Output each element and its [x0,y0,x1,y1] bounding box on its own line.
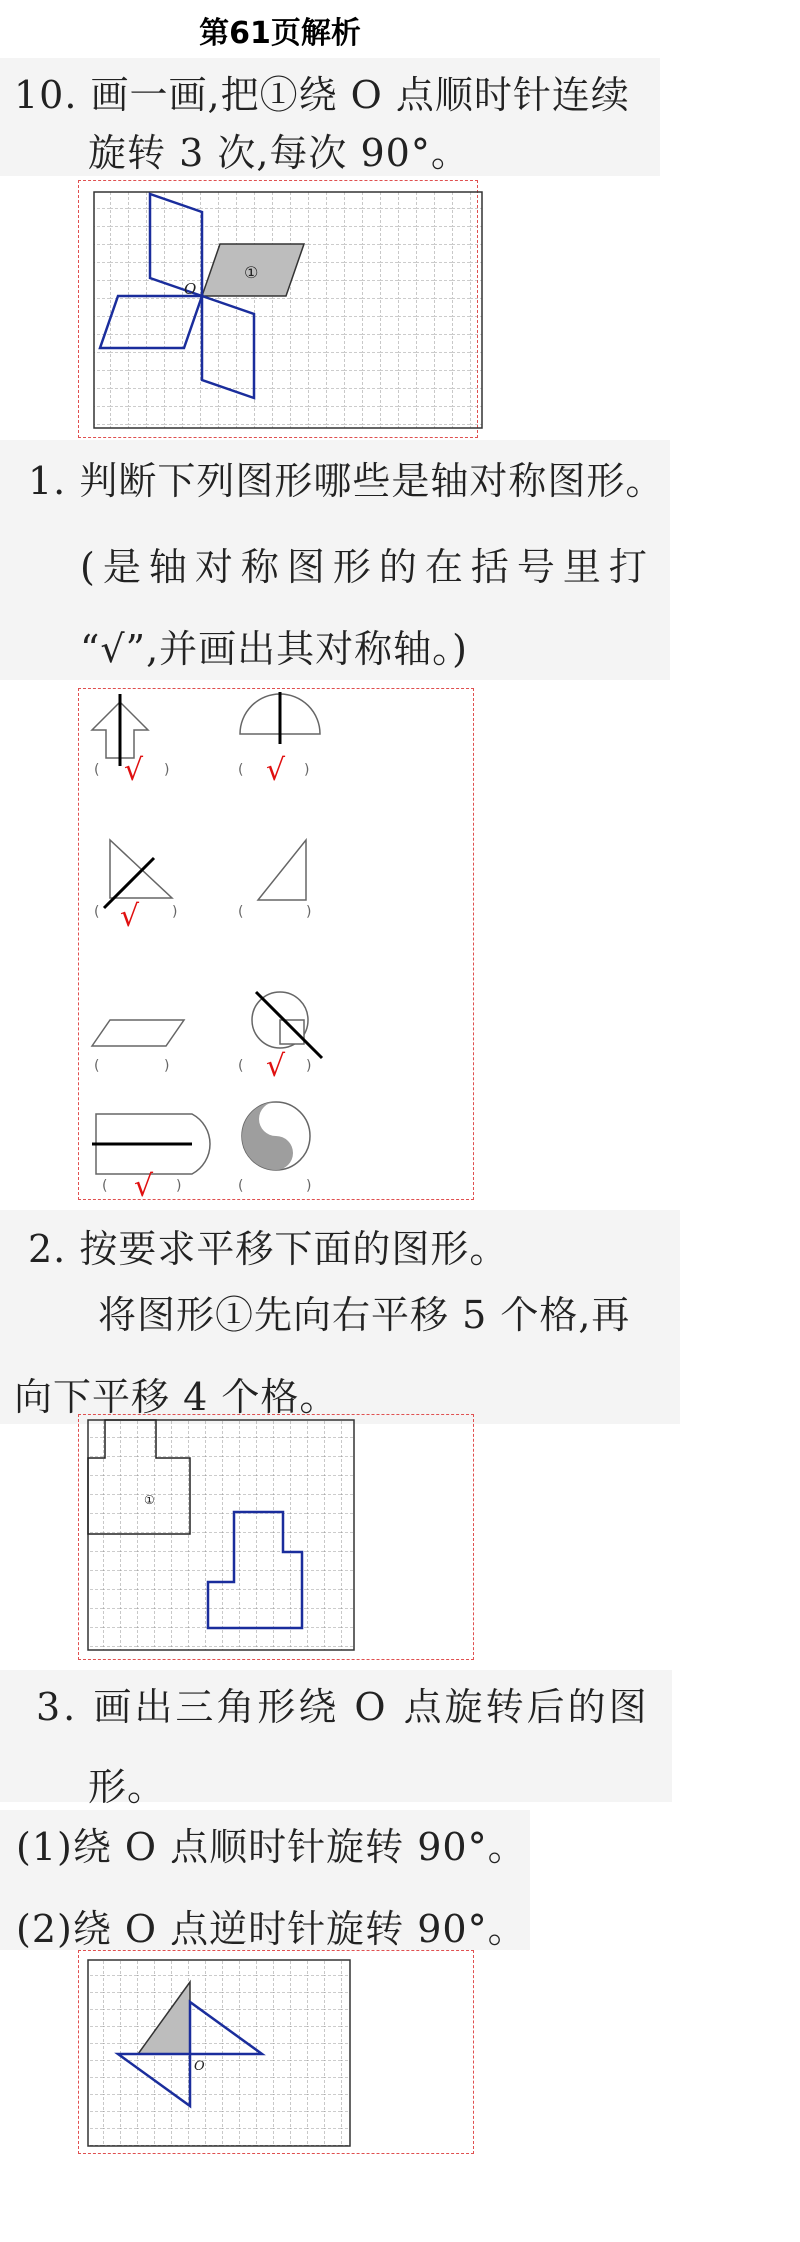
q10-shape-label: ① [244,263,259,282]
q1-line-2: (是轴对称图形的在括号里打 [80,545,655,589]
q1-paren-2: ( [238,762,244,778]
q1-answer-6: √ [266,1049,286,1084]
q1-circle-square-shape [252,992,322,1058]
q1-line-3: “√”,并画出其对称轴。) [80,627,468,671]
q1-paren-7: ( [102,1178,108,1194]
q1-shapes-panel [80,690,470,1204]
q2-shape-label: ① [144,1493,155,1507]
q3-sub-2: (2)绕 O 点逆时针旋转 90°。 [16,1907,527,1951]
q1-paren-2-close: ) [304,762,310,778]
q3-line-1: 3. 画出三角形绕 O 点旋转后的图 [36,1685,650,1729]
page-title: 第61页解析 [199,16,361,51]
q1-paren-3-close: ) [172,904,178,920]
q1-paren-5-close: ) [164,1058,170,1074]
q3-line-2: 形。 [88,1765,167,1809]
q1-paren-8: ( [238,1178,244,1194]
q1-right-triangle-shape [258,840,306,900]
q1-answer-3: √ [120,899,140,934]
q2-line-1: 2. 按要求平移下面的图形。 [28,1227,509,1271]
q3-point-o-label: O [194,2059,205,2074]
q2-line-2: 将图形①先向右平移 5 个格,再 [98,1293,631,1337]
q1-paren-7-close: ) [176,1178,182,1194]
q3-rotation-grid [86,1958,356,2148]
q2-line-3: 向下平移 4 个格。 [14,1375,339,1419]
q1-paren-4-close: ) [306,904,312,920]
q1-rectangle-cutout-shape [92,1114,210,1174]
q1-parallelogram-shape [92,1020,184,1046]
q2-translation-grid [86,1418,356,1654]
q10-rotation-grid [92,190,492,440]
q1-paren-1-close: ) [164,762,170,778]
q1-paren-8-close: ) [306,1178,312,1194]
q1-paren-6: ( [238,1058,244,1074]
q1-paren-5: ( [94,1058,100,1074]
q10-line-2: 旋转 3 次,每次 90°。 [88,131,470,175]
q1-answer-2: √ [266,753,286,788]
q1-answer-1: √ [124,753,144,788]
q10-point-o-label: O [184,280,197,298]
q1-answer-7: √ [134,1169,154,1204]
q1-paren-3: ( [94,904,100,920]
q1-paren-6-close: ) [306,1058,312,1074]
q1-line-1: 1. 判断下列图形哪些是轴对称图形。 [28,459,665,503]
q3-sub-1: (1)绕 O 点顺时针旋转 90°。 [16,1825,527,1869]
q1-paren-1: ( [94,762,100,778]
q1-taiji-shape [242,1102,310,1170]
q1-isosceles-triangle-shape [104,840,172,908]
q1-semicircle-shape [240,692,320,744]
q1-paren-4: ( [238,904,244,920]
q10-line-1: 10. 画一画,把①绕 O 点顺时针连续 [14,73,630,117]
